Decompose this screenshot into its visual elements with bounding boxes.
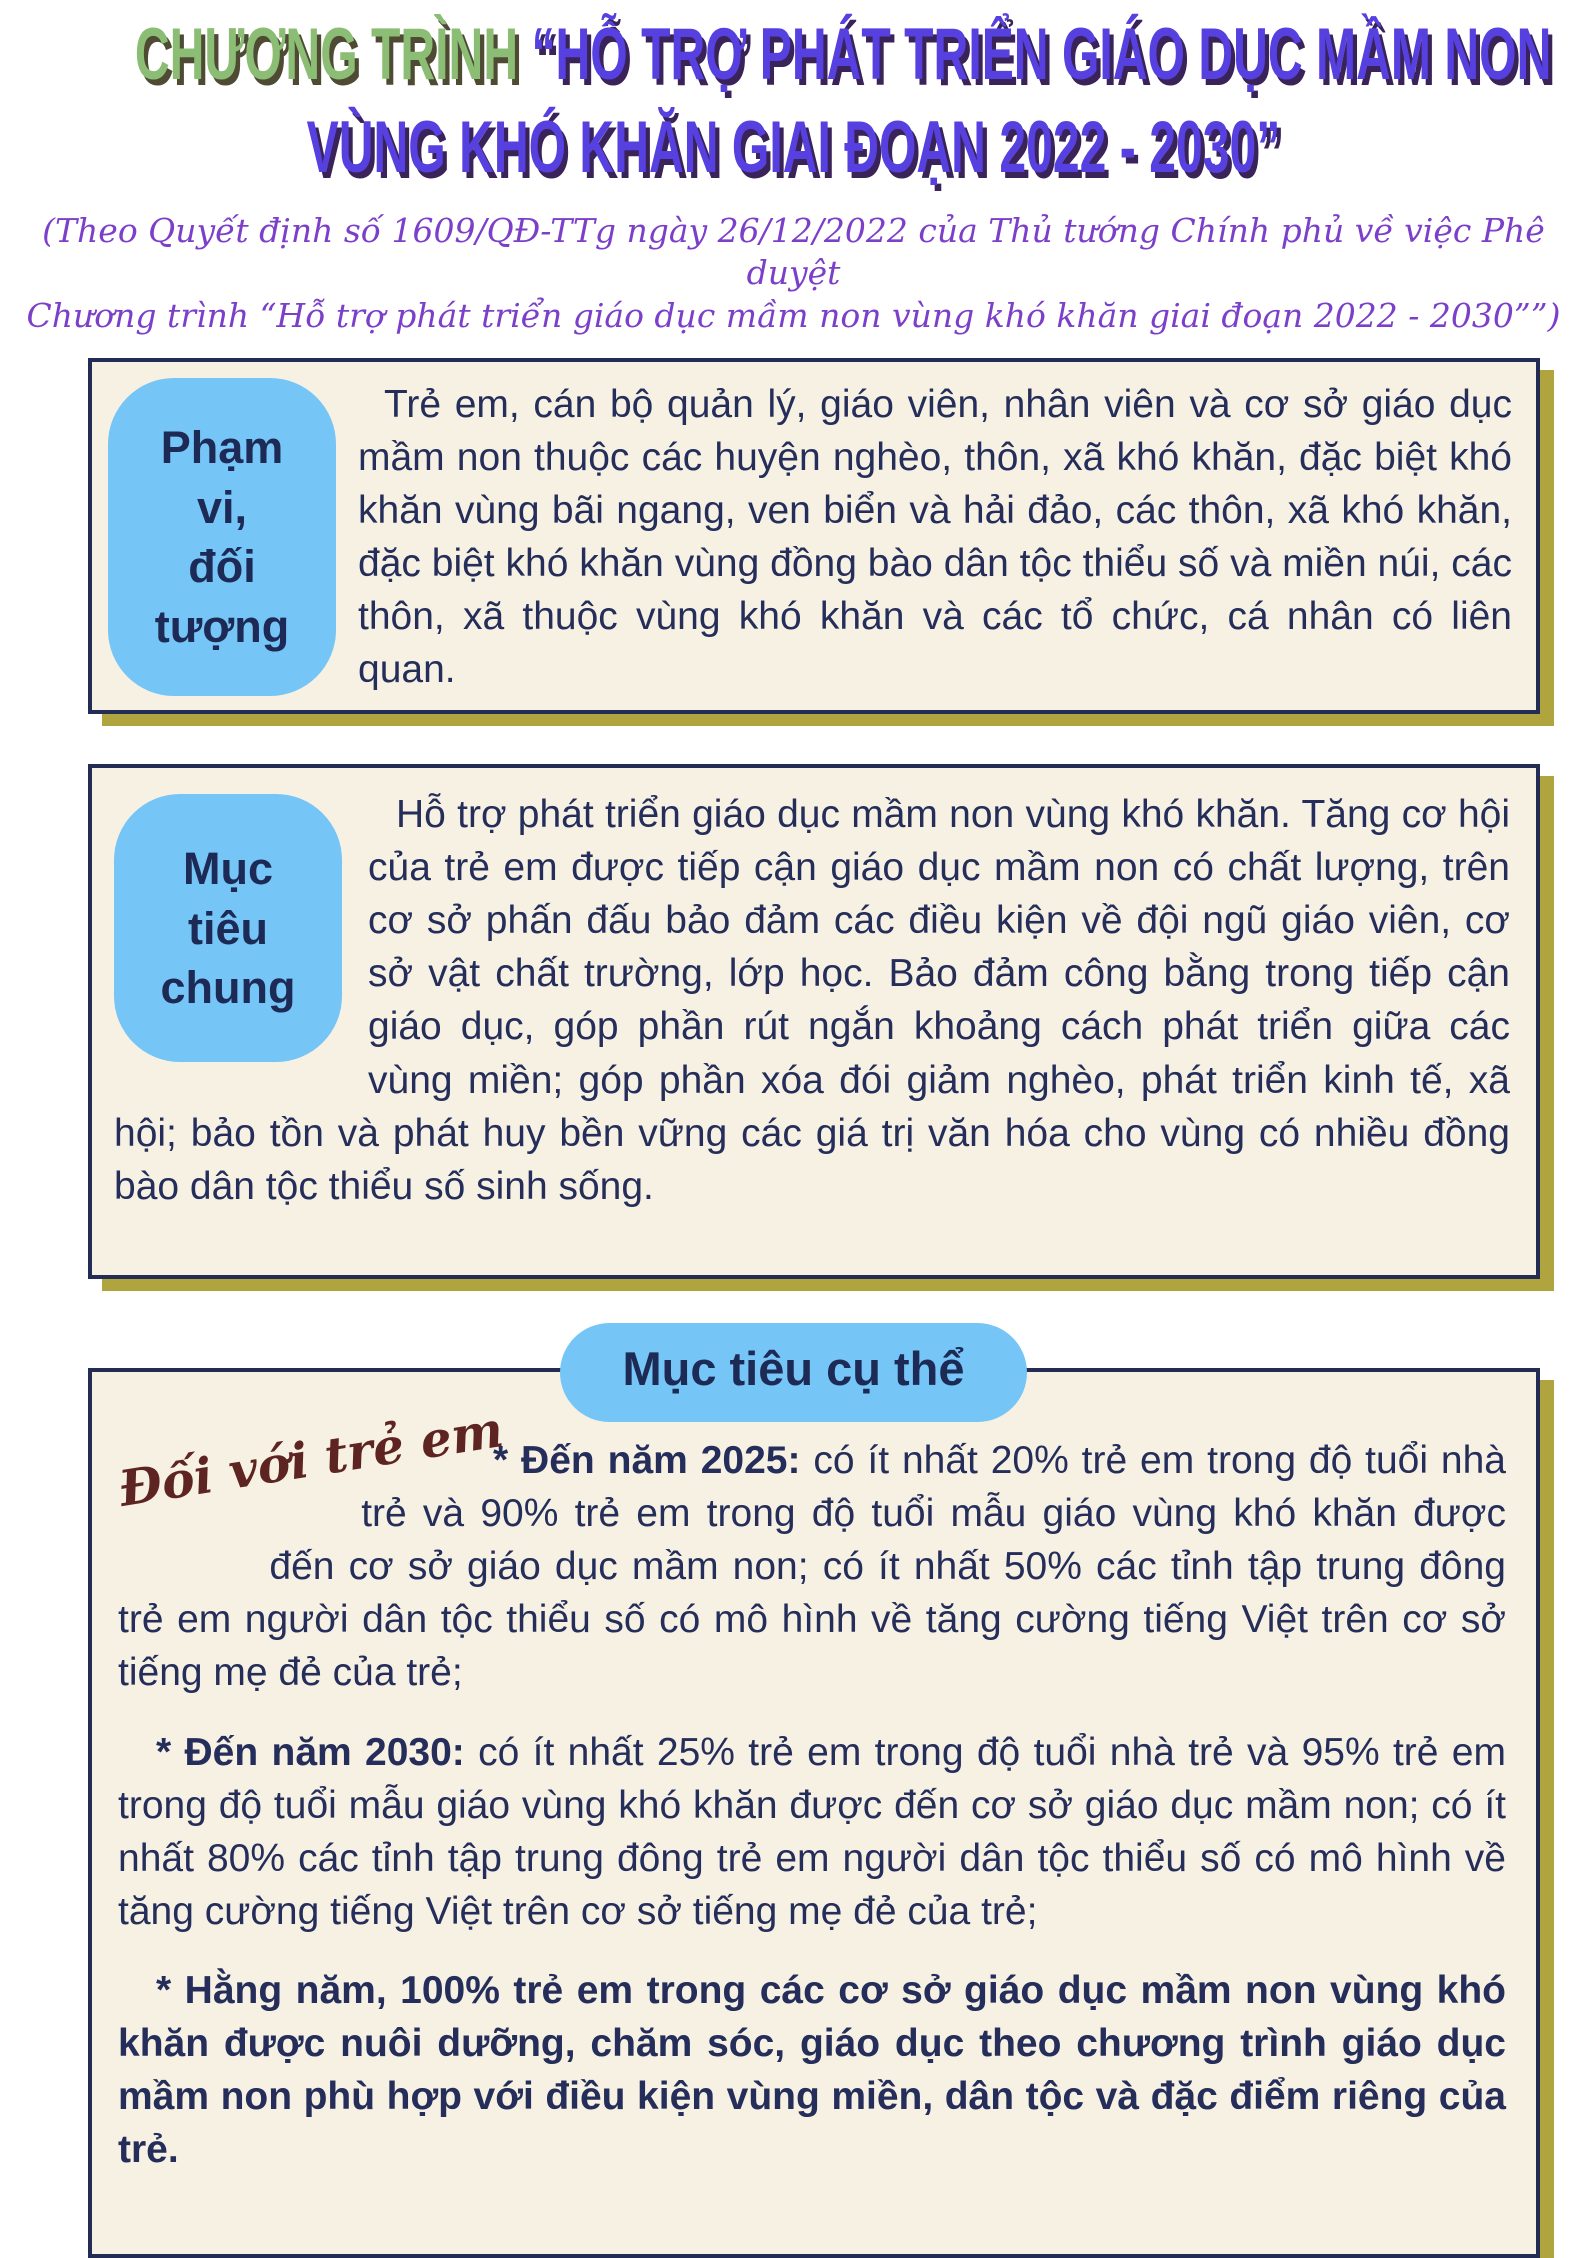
general-goal-panel [88, 764, 1540, 1279]
program-title-line2 [135, 104, 1452, 193]
program-title-part1: “HỖ TRỢ PHÁT TRIỂN GIÁO DỤC MẦM NON [531, 13, 1552, 96]
scope-label-line: vi, [196, 481, 248, 533]
scope-label-pill [108, 378, 336, 696]
program-label: CHƯƠNG TRÌNH [134, 13, 532, 96]
specific-goals-heading-pill [560, 1323, 1026, 1422]
scope-label-line: Phạm [160, 422, 284, 474]
poster-header [0, 0, 1587, 338]
general-goal-label-pill [114, 794, 342, 1062]
audience-script-label: Đối với trẻ em [114, 1400, 507, 1519]
goal-2030-lead: * Đến năm 2030: [156, 1730, 465, 1774]
goal-paragraph-annual [118, 1964, 1506, 2176]
decision-subtitle-line2: Chương trình “Hỗ trợ phát triển giáo dục mầm non vùng khó khăn giai đoạn 2022 - 2030””) [26, 296, 1561, 336]
program-title-part2: VÙNG KHÓ KHĂN GIAI ĐOẠN 2022 - 2030” [306, 106, 1281, 188]
general-goal-label-line: tiêu [187, 902, 268, 954]
goal-paragraph-2030 [118, 1726, 1506, 1938]
specific-goals-heading-label: Mục tiêu cụ thể [622, 1342, 965, 1396]
general-goal-body-text: Hỗ trợ phát triển giáo dục mầm non vùng khó khăn. Tăng cơ hội của trẻ em được tiếp cận giáo dục mầm non có chất lượng, trên cơ sở phấn đấu bảo đảm các điều kiện về đội ngũ giáo viên, cơ sở vật chất trường, lớp học. Bảo đảm công bằng trong tiếp cận giáo dục, góp phần rút ngắn khoảng cách phát triển giữa các vùng miền; góp phần xóa đói giảm nghèo, phát triển kinh tế, xã hội; bảo tồn và phát huy bền vững các giá trị văn hóa cho vùng có nhiều đồng bào dân tộc thiểu số sinh sống. [114, 793, 1510, 1208]
scope-label-line: đối [188, 541, 256, 593]
specific-goals-panel [88, 1368, 1540, 2258]
goal-2025-lead: * Đến năm 2025: [493, 1439, 801, 1483]
decision-subtitle-line1: (Theo Quyết định số 1609/QĐ-TTg ngày 26/12/2022 của Thủ tướng Chính phủ về việc Phê duyệt [42, 210, 1545, 293]
general-goal-label-line: Mục [183, 843, 273, 895]
scope-label-line: tượng [154, 600, 290, 652]
goal-annual-text: 100% trẻ em trong các cơ sở giáo dục mầm non vùng khó khăn được nuôi dưỡng, chăm sóc, giáo dục theo chương trình giáo dục mầm non phù hợp với điều kiện vùng miền, dân tộc và đặc điểm riêng của trẻ. [118, 1968, 1506, 2171]
general-goal-label-line: chung [160, 962, 296, 1014]
goal-annual-lead: * Hằng năm, [156, 1968, 387, 2012]
goal-2030-text: có ít nhất 25% trẻ em trong độ tuổi nhà trẻ và 95% trẻ em trong độ tuổi mẫu giáo vùng khó khăn được đến cơ sở giáo dục mầm non; có ít nhất 80% các tỉnh tập trung đông trẻ em người dân tộc thiểu số có mô hình về tăng cường tiếng Việt trên cơ sở tiếng mẹ đẻ của trẻ; [118, 1730, 1506, 1933]
scope-body-text: Trẻ em, cán bộ quản lý, giáo viên, nhân viên và cơ sở giáo dục mầm non thuộc các huyện nghèo, thôn, xã khó khăn, đặc biệt khó khăn vùng bãi ngang, ven biển và hải đảo, các thôn, xã khó khăn, đặc biệt khó khăn vùng đồng bào dân tộc thiểu số và miền núi, các thôn, xã thuộc vùng khó khăn và các tổ chức, cá nhân có liên quan. [358, 383, 1512, 692]
scope-panel [88, 358, 1540, 714]
decision-subtitle [0, 210, 1587, 339]
goal-2025-text: có ít nhất 20% trẻ em trong độ tuổi nhà trẻ và 90% trẻ em trong độ tuổi mẫu giáo vùng khó khăn được đến cơ sở giáo dục mầm non; có ít nhất 50% các tỉnh tập trung đông trẻ em người dân tộc thiểu số có mô hình về tăng cường tiếng Việt trên cơ sở tiếng mẹ đẻ của trẻ; [118, 1439, 1506, 1695]
program-title-line1 [134, 11, 1552, 100]
